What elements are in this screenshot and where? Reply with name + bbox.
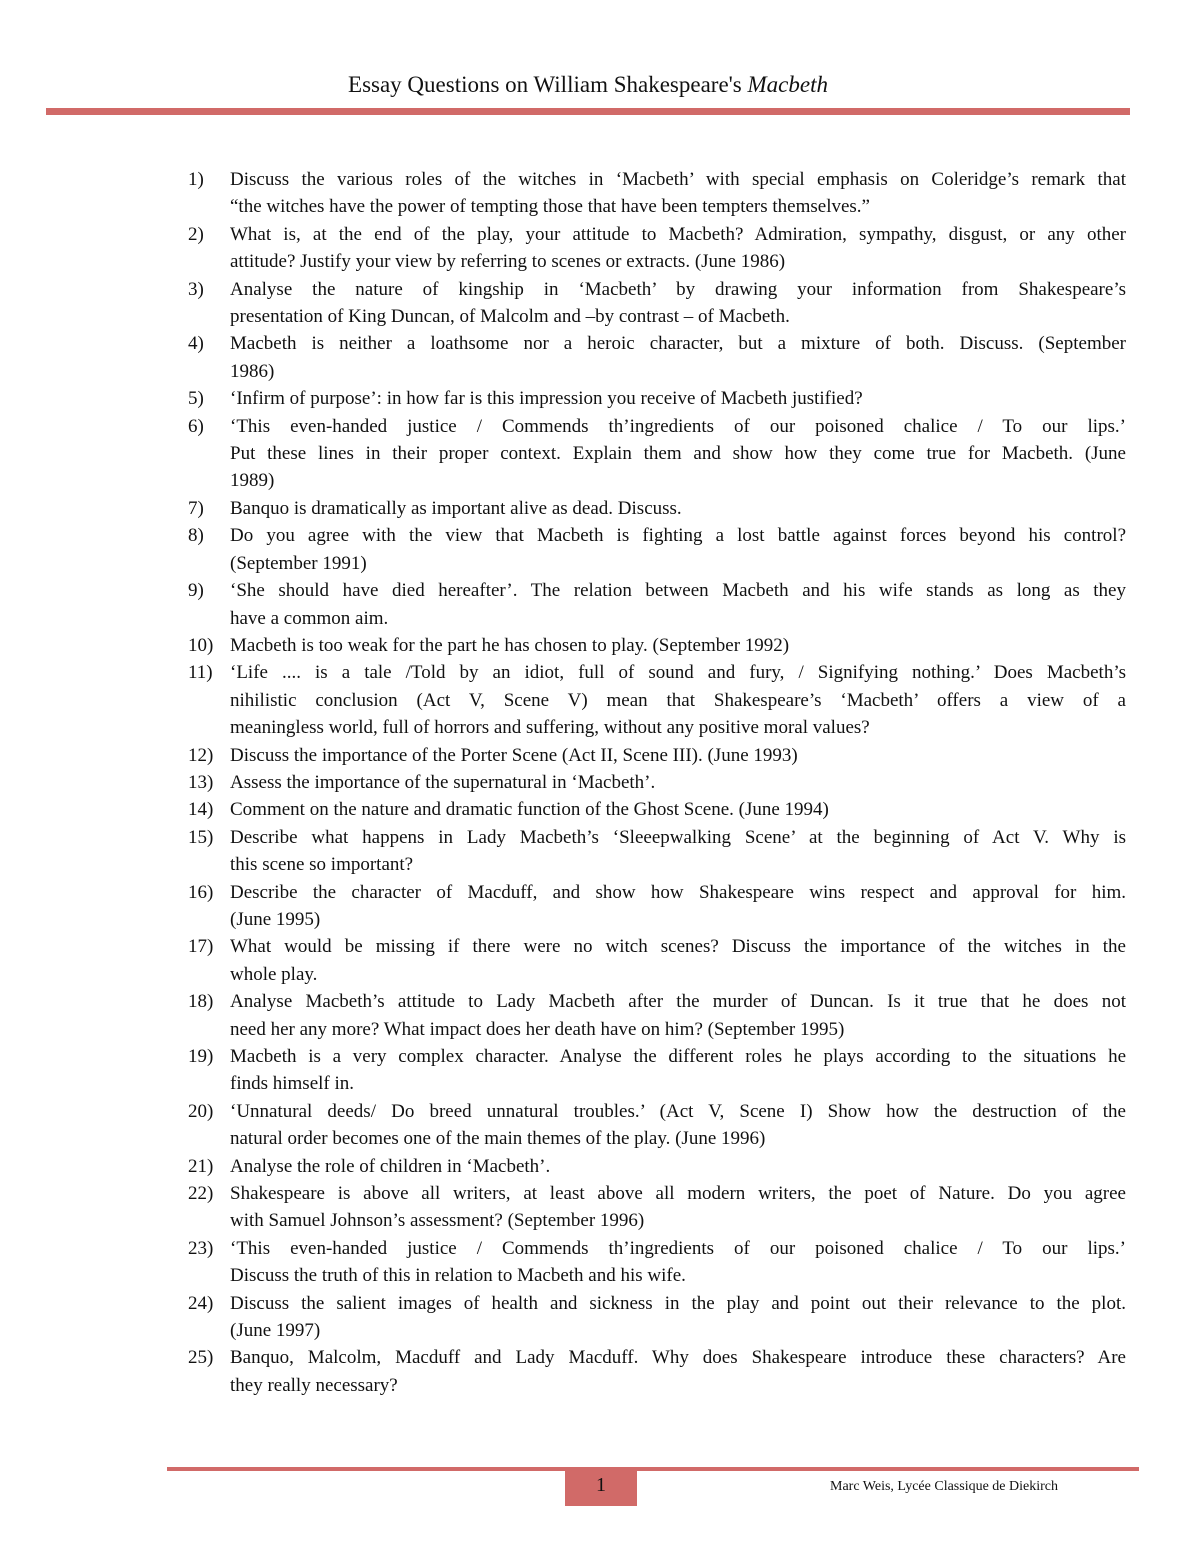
question-number: 15) — [188, 826, 214, 848]
question-text-line: ‘Life .... is a tale /Told by an idiot, full of sound and fury, / Signifying nothing.’ Does Macbeth’s — [230, 662, 1126, 684]
question-text-line: Discuss the salient images of health and sickness in the play and point out their relevance to the plot. — [230, 1292, 1126, 1314]
question-text-line: What would be missing if there were no witch scenes? Discuss the importance of the witches in the — [230, 936, 1126, 958]
page-title-text: Essay Questions on William Shakespeare's — [348, 72, 748, 97]
question-number: 11) — [188, 662, 213, 684]
question-text-line: natural order becomes one of the main themes of the play. (June 1996) — [230, 1128, 766, 1150]
question-text-line: attitude? Justify your view by referring to scenes or extracts. (June 1986) — [230, 251, 786, 273]
question-number: 7) — [188, 497, 204, 519]
question-text-line: (June 1997) — [230, 1320, 321, 1342]
question-item — [188, 742, 1126, 769]
question-number: 14) — [188, 799, 214, 821]
question-item — [188, 413, 1126, 495]
question-number: 21) — [188, 1155, 214, 1177]
header-rule — [46, 108, 1130, 115]
question-item — [188, 522, 1126, 577]
question-item — [188, 824, 1126, 879]
question-text-line: ‘This even-handed justice / Commends th’ingredients of our poisoned chalice / To our lips.’ — [230, 415, 1126, 437]
question-item — [188, 385, 1126, 412]
question-text-line: Analyse the role of children in ‘Macbeth’. — [230, 1155, 551, 1177]
question-item — [188, 1344, 1126, 1399]
question-text-line: Macbeth is a very complex character. Analyse the different roles he plays according to the situations he — [230, 1046, 1126, 1067]
question-text-line: Analyse Macbeth’s attitude to Lady Macbeth after the murder of Duncan. Is it true that he does not — [230, 991, 1126, 1013]
question-text-line: 1989) — [230, 470, 275, 492]
question-number: 2) — [188, 223, 204, 245]
question-text-line: Do you agree with the view that Macbeth is fighting a lost battle against forces beyond his control? — [230, 525, 1126, 547]
question-text-line: Discuss the importance of the Porter Scene (Act II, Scene III). (June 1993) — [230, 744, 798, 766]
question-text-line: Put these lines in their proper context. Explain them and show how they come true for Macbeth. (June — [230, 443, 1126, 465]
question-item — [188, 879, 1126, 934]
question-number: 18) — [188, 991, 214, 1013]
question-text-line: “the witches have the power of tempting those that have been tempters themselves.” — [230, 196, 870, 218]
footer-credit: Marc Weis, Lycée Classique de Diekirch — [830, 1479, 1058, 1494]
footer-rule — [167, 1467, 1139, 1471]
question-number: 1) — [188, 169, 204, 190]
question-item — [188, 659, 1126, 741]
question-text-line: ‘She should have died hereafter’. The relation between Macbeth and his wife stands as long as they — [230, 580, 1126, 602]
question-text-line: What is, at the end of the play, your attitude to Macbeth? Admiration, sympathy, disgust, or any other — [230, 223, 1126, 245]
question-text-line: Discuss the truth of this in relation to Macbeth and his wife. — [230, 1265, 686, 1287]
question-text-line: Macbeth is neither a loathsome nor a heroic character, but a mixture of both. Discuss. (September — [230, 333, 1126, 355]
question-text-line: 1986) — [230, 360, 275, 382]
question-number: 13) — [188, 771, 214, 793]
question-text-line: Discuss the various roles of the witches in ‘Macbeth’ with special emphasis on Coleridge’s remark that — [230, 169, 1126, 190]
question-text-line: Macbeth is too weak for the part he has chosen to play. (September 1992) — [230, 634, 790, 656]
question-number: 4) — [188, 333, 204, 355]
question-item — [188, 933, 1126, 988]
question-text-line: ‘Unnatural deeds/ Do breed unnatural troubles.’ (Act V, Scene I) Show how the destruction of the — [230, 1100, 1126, 1122]
question-number: 9) — [188, 580, 204, 602]
question-text-line: (June 1995) — [230, 908, 321, 930]
question-item — [188, 1043, 1126, 1098]
question-number: 6) — [188, 415, 204, 437]
question-item — [188, 495, 1126, 522]
question-item — [188, 1153, 1126, 1180]
page-number: 1 — [565, 1471, 637, 1506]
question-text-line: have a common aim. — [230, 607, 389, 629]
question-text-line: presentation of King Duncan, of Malcolm and –by contrast – of Macbeth. — [230, 306, 790, 328]
question-number: 3) — [188, 278, 204, 300]
question-item — [188, 1290, 1126, 1345]
question-text-line: Assess the importance of the supernatural in ‘Macbeth’. — [230, 771, 656, 793]
question-item — [188, 769, 1126, 796]
question-number: 12) — [188, 744, 214, 766]
question-text-line: (September 1991) — [230, 552, 367, 574]
question-item — [188, 221, 1126, 276]
question-text-line: this scene so important? — [230, 854, 414, 876]
question-text-line: they really necessary? — [230, 1374, 398, 1396]
question-item — [188, 988, 1126, 1043]
question-text-line: finds himself in. — [230, 1073, 355, 1095]
question-text-line: whole play. — [230, 963, 318, 985]
question-text-line: Analyse the nature of kingship in ‘Macbeth’ by drawing your information from Shakespeare’s — [230, 278, 1126, 300]
question-text-line: Describe the character of Macduff, and show how Shakespeare wins respect and approval for him. — [230, 881, 1126, 903]
question-number: 8) — [188, 525, 204, 547]
question-text-line: Comment on the nature and dramatic function of the Ghost Scene. (June 1994) — [230, 799, 829, 821]
question-text-line: Banquo is dramatically as important alive as dead. Discuss. — [230, 497, 682, 519]
question-text-line: ‘This even-handed justice / Commends th’ingredients of our poisoned chalice / To our lips.’ — [230, 1237, 1126, 1259]
question-item — [188, 1098, 1126, 1153]
question-item — [188, 1180, 1126, 1235]
question-number: 23) — [188, 1237, 214, 1259]
question-item — [188, 796, 1126, 823]
question-number: 25) — [188, 1347, 214, 1369]
page-title — [0, 70, 1176, 100]
question-number: 10) — [188, 634, 214, 656]
question-item — [188, 166, 1126, 221]
question-text-line: Banquo, Malcolm, Macduff and Lady Macduff. Why does Shakespeare introduce these characters? Are — [230, 1347, 1126, 1369]
question-text-line: Shakespeare is above all writers, at least above all modern writers, the poet of Nature. Do you agree — [230, 1183, 1126, 1205]
question-item — [188, 1235, 1126, 1290]
question-text-line: need her any more? What impact does her death have on him? (September 1995) — [230, 1018, 845, 1040]
question-number: 16) — [188, 881, 214, 903]
question-number: 19) — [188, 1046, 214, 1067]
question-text-line: meaningless world, full of horrors and suffering, without any positive moral values? — [230, 717, 870, 739]
question-number: 5) — [188, 388, 204, 410]
page-title-italic: Macbeth — [747, 72, 828, 97]
question-text-line: with Samuel Johnson’s assessment? (September 1996) — [230, 1210, 645, 1232]
question-item — [188, 577, 1126, 632]
question-number: 20) — [188, 1100, 214, 1122]
question-text-line: ‘Infirm of purpose’: in how far is this impression you receive of Macbeth justified? — [230, 388, 863, 410]
question-item — [188, 330, 1126, 385]
question-list — [0, 166, 1126, 1399]
question-number: 22) — [188, 1183, 214, 1205]
question-number: 17) — [188, 936, 214, 958]
question-text-line: nihilistic conclusion (Act V, Scene V) mean that Shakespeare’s ‘Macbeth’ offers a view of a — [230, 689, 1126, 711]
question-number: 24) — [188, 1292, 214, 1314]
question-text-line: Describe what happens in Lady Macbeth’s ‘Sleeepwalking Scene’ at the beginning of Act V. Why is — [230, 826, 1126, 848]
question-item — [188, 632, 1126, 659]
question-item — [188, 276, 1126, 331]
